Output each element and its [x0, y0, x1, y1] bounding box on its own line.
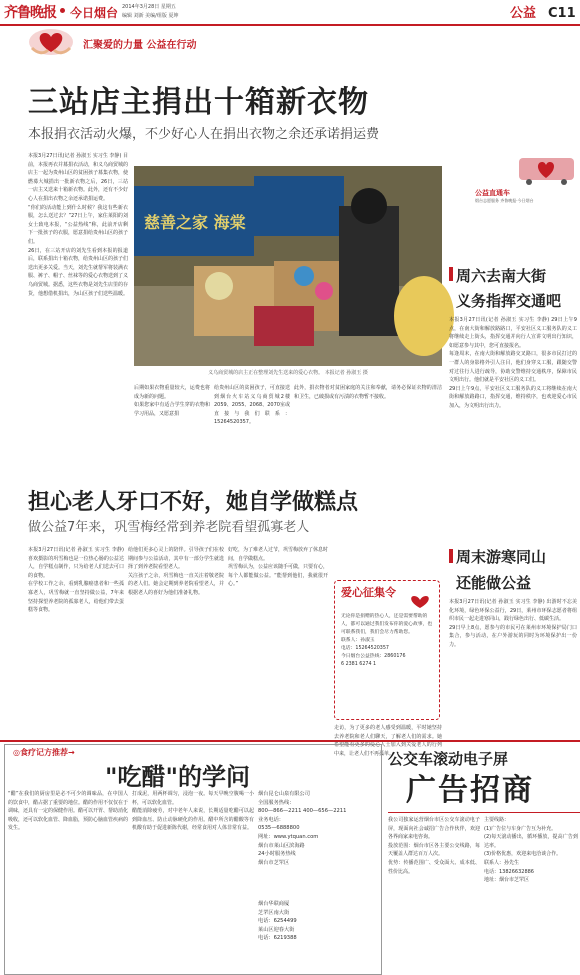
story2-column-1: 本报3月27日讯(记者 孙淑玉 实习生 李静) 喜欢摄影的巩雪梅也是一位热心肠的公益达人，自学糕点制作，只为给老人们送去可口的食物。 在学校工作之余，看到乳腺癌患者和一些孤寡老人，巩雪梅就一直坚持做公益，7年来坚持探望养老院的孤寡老人，给他们带去蛋糕等食物。 — [28, 547, 124, 614]
health-column-tag: ◎食疗记方推荐→ — [13, 748, 75, 757]
heart-icon — [405, 595, 435, 609]
story1-photo — [134, 166, 442, 366]
newspaper-logo: 齐鲁晚报 — [4, 5, 56, 21]
section-divider — [0, 740, 580, 742]
health-column-1: “醋”在我们的厨房里是必不可少的调味品，在中国人的饮食中，醋占据了重要的地位。醋的作用不仅仅在于调味，还具有一定的保健作用。醋可以开胃、帮助消化吸收，还可以软化血管、降血脂，预防心脑血管疾病的发生。 — [8, 791, 129, 832]
edition-title: 今日烟台 — [70, 6, 119, 20]
headline-marker-icon — [449, 549, 453, 563]
story1-headline: 三站店主捐出十箱新衣物 — [28, 85, 369, 120]
masthead — [0, 0, 580, 26]
story1-column-4: 此外，捐衣物者对贫困家庭的关注和奉献，请务必保证衣物的清洁和卫生，已破损或有污渍的衣物暂不接收。 — [294, 385, 442, 400]
story2-column-4: 走访，为了更多的老人感受到温暖，平时她坚持去养老院和老人们聊天，了解老人们的需求。她希望能有更多的爱心人士加入到关爱老人的行列中来，让老人们不再孤单。 — [334, 725, 442, 757]
charity-banner — [28, 28, 228, 56]
story2-column-3: 好吃，为了难老人过节，巩雪梅放弃了休息时间，自学做糕点。 巩雪梅认为，公益应该随手可做，只要有心，每个人都能做公益。“能帮到他们，我就很开心。” — [228, 547, 329, 588]
charity-express-logo: 公益直通车 — [475, 189, 510, 197]
story2-headline: 担心老人牙口不好，她自学做糕点 — [28, 490, 359, 515]
heart-bus-icon — [449, 148, 580, 188]
right-story1-headline-2: 义务指挥交通吧 — [456, 292, 562, 310]
story1-deck: 本报捐衣活动火爆，不少好心人在捐出衣物之余还承诺捐运费 — [28, 127, 380, 142]
love-collection-title: 爱心征集令 — [341, 586, 396, 599]
shop-sign-text: 慈善之家 海棠 — [144, 213, 246, 232]
right-story1-body: 本报3月27日讯(记者 孙淑玉 实习生 李静) 29日上午9点，在南大街和解放路路口，平安社区义工服务队的义工将继续走上街头，指挥交通并向行人宣讲文明出行知识，如愿意参与其中，您可直接报名。 每逢周末，在南大街和解放路交叉路口，很多市民打过的一群人的身影格外引人注目，他们身穿义工服，跟随交警对过往行人进行疏导，协助交警维持交通秩序，保障市民文明出行。他们就是平安社区的义工们。 29日上午9点，平安社区义工服务队的义工将继续在南大街和解放路路口，指挥交通，维持秩序，也欢迎爱心市民加入，为文明出行出力。 — [449, 317, 577, 409]
bus-ad-column-2: 主要线路： (1)广告位与车身广告互为补充。 (2)每天滚动播出，循环播放，提高广告到达率。 (3)价格优惠，欢迎来电洽谈合作。 联系人：孙先生 电话：13826632886 地址：烟台市芝罘区 — [484, 817, 578, 884]
bus-ad-title-2: 广告招商 — [406, 773, 534, 808]
health-column-2: 打成泥，用两杯调匀，浸泡一夜。每天早晚空腹喝一小杯，可以软化血管。 醋能消除疲劳，对中老年人来说，长期适量吃醋可以起到降血压、防止动脉硬化的作用。醋中所含的醋酸等有机酸有助于促进新陈代谢，经常食用对人体非常有益。 — [132, 791, 254, 832]
story2-column-2: 给他们更多心灵上的陪伴。引导孩子们在校期间参与公益活动，其中有一部分学生就选择了到养老院看望老人。 关注孩子之余，巩雪梅也一直关注着敬老院的老人们。她会定期到养老院看望老人，并根据老人的喜好为他们准备礼物。 — [128, 547, 224, 596]
charity-express-subtitle: 烟台志愿服务 齐鲁晚报·今日烟台 — [475, 198, 534, 203]
love-collection-body: 无论你是捐赠的热心人，还是需要帮助的人，都可以通过我们发布你的爱心故事，也可联系我们，我们会尽力帮助您。 联系人：孙淑玉 电话：15264520357 今日烟台公益热线：2860176 6 2381 6274 1 — [341, 614, 433, 667]
story1-photo-caption: 义乌商贸城的店主正在整理刘先生送来的爱心衣物。 本报记者 孙淑玉 摄 — [208, 370, 368, 376]
bus-ad-column-1: 我公司独家运营烟台市区公交车滚动电子屏，现面向社会诚招广告合作伙伴，欢迎各界商家来电咨询。 投放范围：烟台市区各主要公交线路，每天覆盖人群达百万人次。 优势：传播范围广、受众面大、成本低、性价比高。 — [388, 817, 480, 875]
water-company-ad: 烟台昆仑山泉有限公司 全国服务热线： 800—866—2211 400—656—2211 业务电话： 0535—6888800 网址：www.ytquan.com 烟台市莱山区滨海路 24小时服务热线 烟台市芝罘区 — [258, 791, 347, 866]
logo-dot — [60, 8, 65, 13]
story1-column-2: 后期如果衣物重量较大，运费也将成为新的问题。 如果您家中有适合学生穿的衣物和学习用品，又愿意捐 — [134, 385, 210, 417]
clothes-donation-illustration — [134, 166, 442, 366]
love-collection-box — [334, 580, 440, 720]
story1-column-1: 本报3月27日讯(记者 孙淑玉 实习生 李静) 目前，本报再衣并募捐衣活动，和义乌商贸城的店主一起为贵州山区的贫困孩子募集衣物，使燃募大城捐出一批新衣物之后，26日，三站一店主又送来十箱新衣物。此外，还有不少好心人在捐出衣物之余还承诺捐运费。 “你们的活动能上到什么时候？我这有些新衣服，怎么送过去？”27日上午，家住莱阳的刘女士致电本报，“公益热线”称，此前开店剩下一批孩子的衣服，愿意捐给贵州山区的孩子们。 26日，在三站开店的刘先生看到本报的报道后，联系捐出十箱衣物，给贵州山区的孩子们送出更多关爱。当天，刘先生就帮军将装满衣服、裤子、帽子、丝袜等的爱心衣物送到了义乌商贸城。据悉，这些衣物是刘先生店里的存货，他想借机捐出，为山区孩子们送些温暖。 — [28, 153, 129, 297]
store-ad: 烟台华联商厦 芝罘区南大街 电话：6254499 莱山区迎春大街 电话：6219388 — [258, 901, 297, 942]
right-story2-headline-1: 周末游寒同山 — [456, 548, 547, 566]
issue-date: 2014年3月28日 星期五 — [122, 4, 176, 10]
story2-deck: 做公益7年来，巩雪梅经常到养老院看望孤寡老人 — [28, 520, 310, 535]
page-number: C11 — [548, 6, 576, 21]
charity-express-box — [449, 148, 580, 248]
headline-marker-icon — [449, 267, 453, 281]
health-column-title: "吃醋"的学问 — [105, 763, 251, 791]
right-story2-headline-2: 还能做公益 — [456, 574, 532, 592]
right-story1-headline-1: 周六去南大街 — [456, 267, 547, 285]
right-story2-body: 本报3月27日讯(记者 孙淑玉 实习生 李静) 出游时不忘美化环境，绿色环保公益行，29日，莱州市环保志愿者将组织市民一起走进寒同山，践行绿色出行、低碳生活。 29日早上8点，愿参与的市民可在莱州市环境保护局门口集合，参与活动，在户外游玩的同时为环境保护出一份力。 — [449, 599, 577, 648]
bus-ad-rule — [388, 812, 580, 813]
editor-credits: 编辑 刘新 美编/组版 夏坤 — [122, 13, 179, 19]
banner-slogan: 汇聚爱的力量 公益在行动 — [83, 40, 197, 51]
section-name: 公益 — [510, 6, 537, 21]
story1-column-3: 给贵州山区的贫困孩子，可直接送到烟台火车站义乌商贸城2楼2059、2055、2068、2070室或直接与我们联系：15264520357。 — [214, 385, 290, 426]
bus-ad-title-1: 公交车滚动电子屏 — [388, 750, 509, 768]
heart-hands-icon — [28, 28, 74, 56]
